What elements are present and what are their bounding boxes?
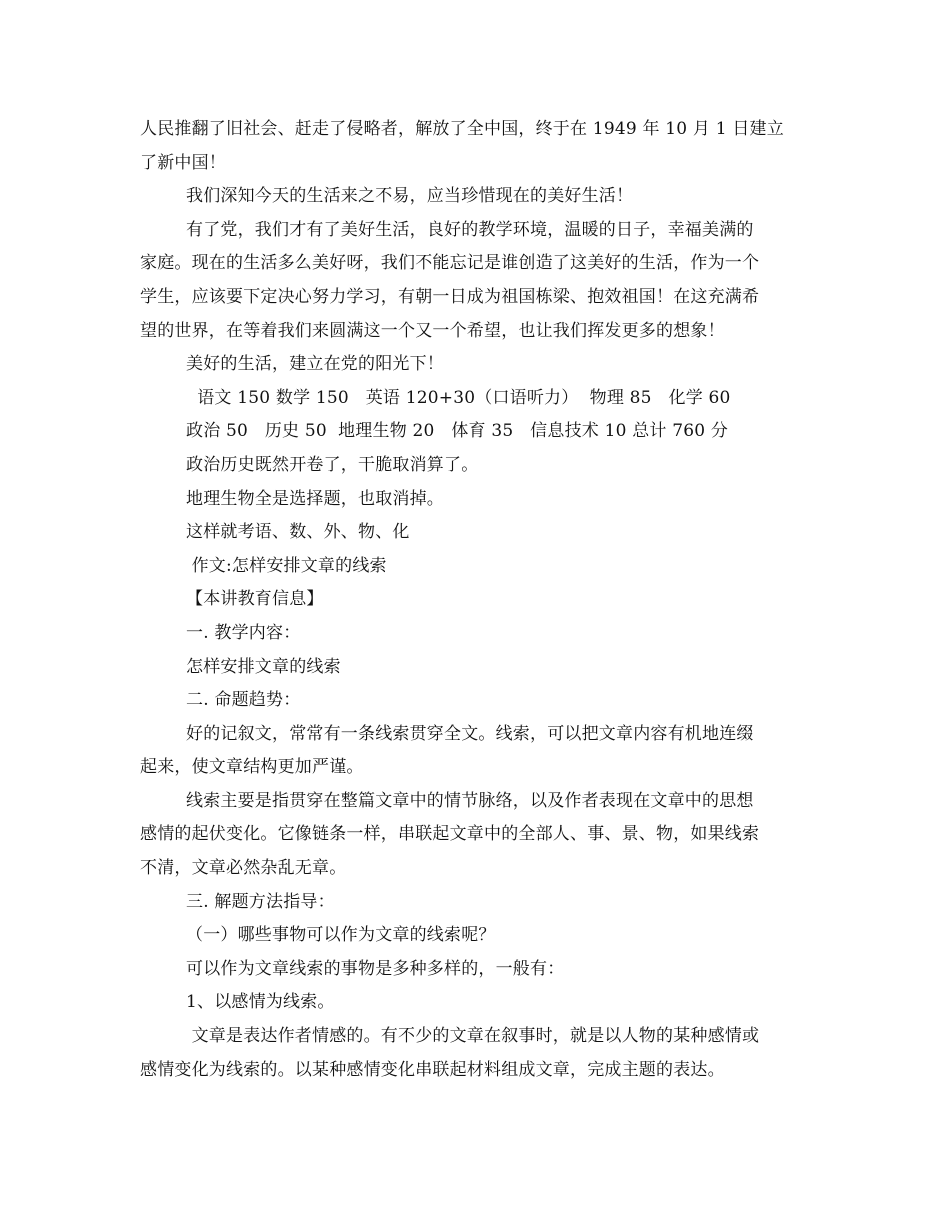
text-line: 政治 50 历史 50 地理生物 20 体育 35 信息技术 10 总计 760 分 [186,421,729,442]
text-line: 家庭。现在的生活多么美好呀，我们不能忘记是谁创造了这美好的生活，作为一个 [140,253,760,274]
text-line: 感情变化为线索的。以某种感情变化串联起材料组成文章，完成主题的表达。 [140,1059,725,1080]
text-line: 好的记叙文，常常有一条线索贯穿全文。线索，可以把文章内容有机地连缀 [186,723,754,744]
text-line: 不清，文章必然杂乱无章。 [140,858,347,879]
text-line: 二. 命题趋势： [186,690,301,711]
text-line: 【本讲教育信息】 [186,589,324,610]
document-body [140,113,812,1087]
text-line: 作文:怎样安排文章的线索 [186,555,387,576]
text-line: 起来，使文章结构更加严谨。 [140,757,364,778]
text-line: 我们深知今天的生活来之不易，应当珍惜现在的美好生活！ [186,186,634,207]
text-line: 人民推翻了旧社会、赶走了侵略者，解放了全中国，终于在 1949 年 10 月 1 日建立 [140,119,784,139]
text-line: 政治历史既然开卷了，干脆取消算了。 [186,454,479,475]
text-line: 线索主要是指贯穿在整篇文章中的情节脉络，以及作者表现在文章中的思想 [186,790,754,811]
text-line: （一）哪些事物可以作为文章的线索呢？ [186,925,496,946]
text-line: 可以作为文章线索的事物是多种多样的，一般有： [186,958,565,979]
text-line: 语文 150 数学 150 英语 120+30（口语听力） 物理 85 化学 60 [186,387,731,408]
text-line: 了新中国！ [140,152,226,173]
text-line: 有了党，我们才有了美好生活，良好的教学环境，温暖的日子，幸福美满的 [186,219,754,240]
text-line: 三. 解题方法指导： [186,891,335,912]
text-line: 望的世界，在等着我们来圆满这一个又一个希望，也让我们挥发更多的想象！ [140,320,725,341]
text-line: 感情的起伏变化。它像链条一样，串联起文章中的全部人、事、景、物，如果线索 [140,824,760,845]
text-line: 这样就考语、数、外、物、化 [186,522,410,543]
text-line: 怎样安排文章的线索 [186,656,341,677]
text-line: 地理生物全是选择题，也取消掉。 [186,488,444,509]
text-line: 一. 教学内容： [186,622,301,643]
text-line: 文章是表达作者情感的。有不少的文章在叙事时，就是以人物的某种感情或 [186,1026,760,1047]
text-line: 学生，应该要下定决心努力学习，有朝一日成为祖国栋梁、抱效祖国！在这充满希 [140,286,760,307]
text-line: 1、以感情为线索。 [186,992,335,1013]
text-line: 美好的生活，建立在党的阳光下！ [186,354,444,375]
